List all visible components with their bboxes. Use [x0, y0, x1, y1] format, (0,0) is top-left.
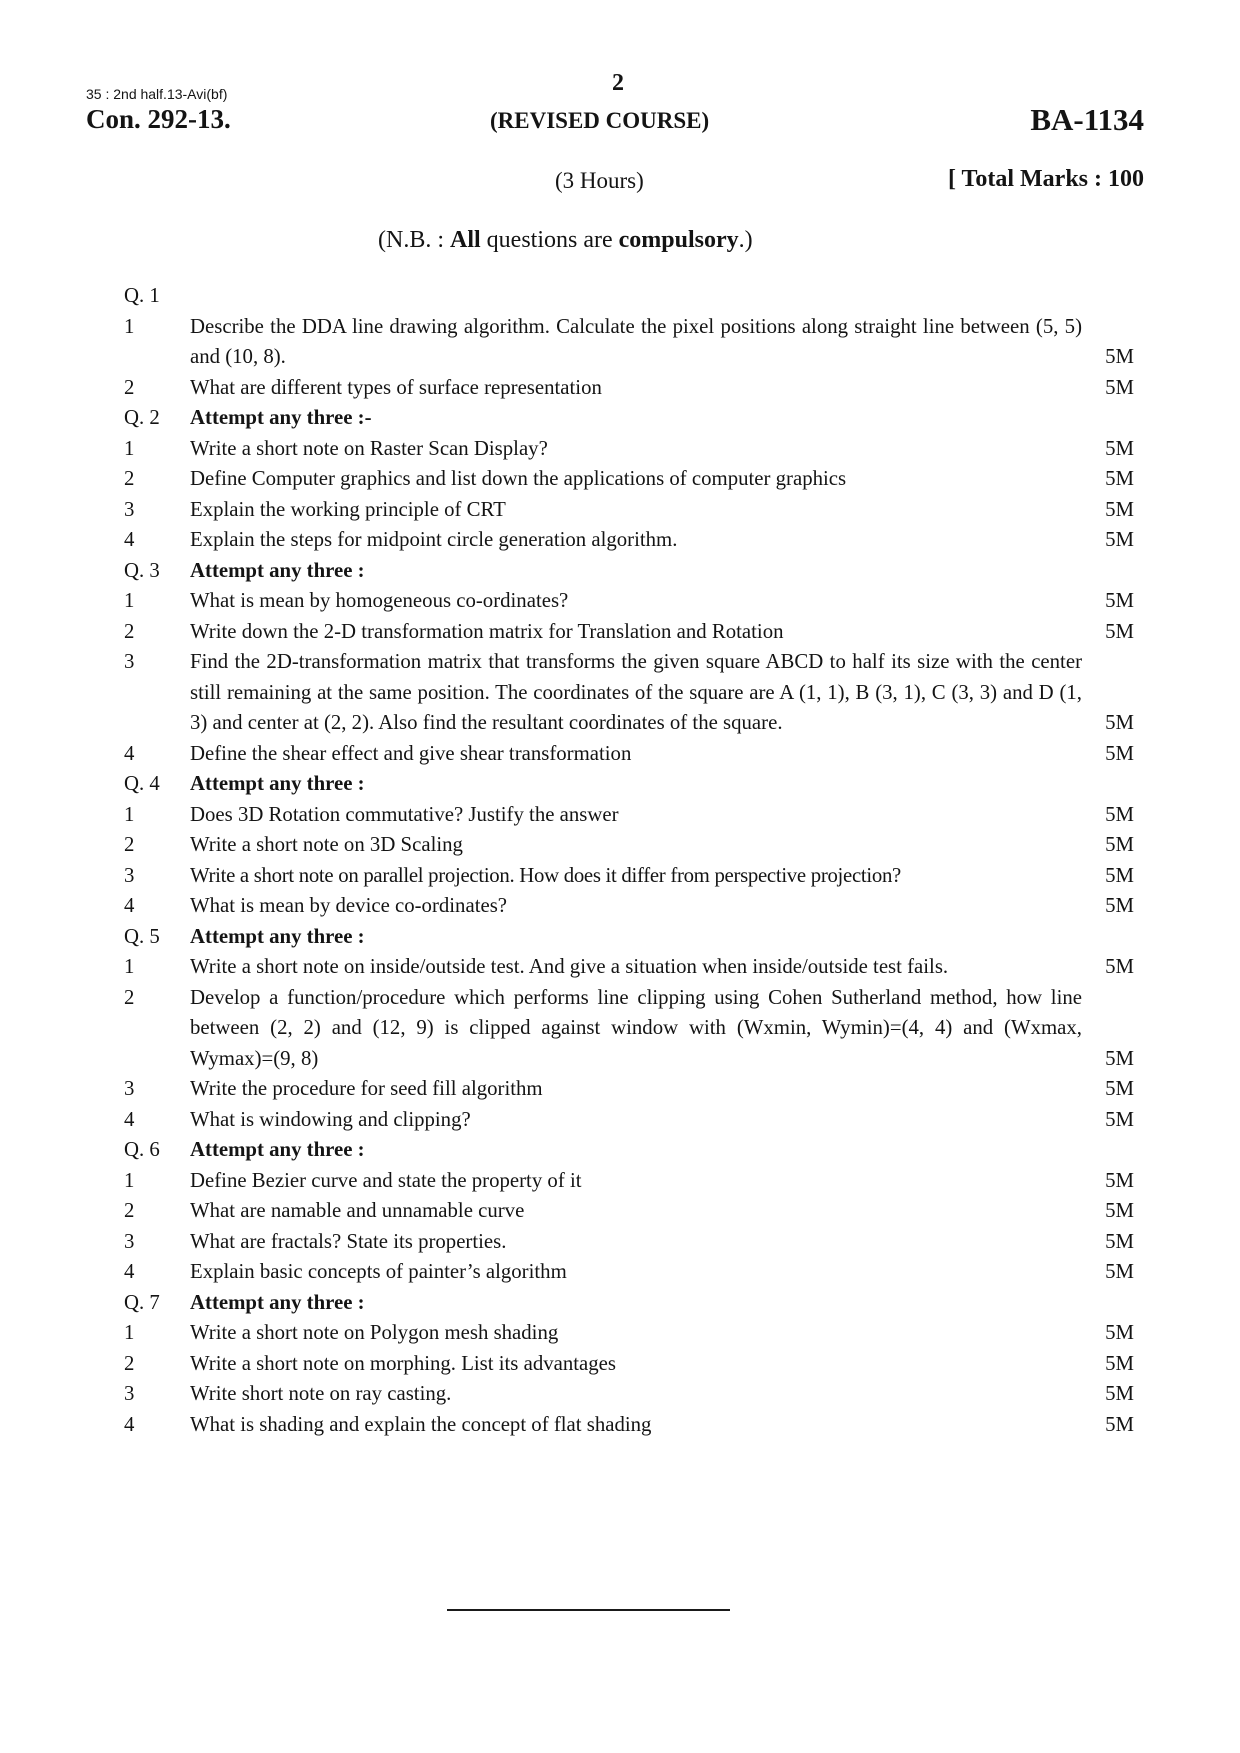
item-text: Does 3D Rotation commutative? Justify the answer	[190, 802, 619, 826]
question-item	[124, 1166, 1134, 1197]
item-marks: 5M	[1105, 497, 1134, 521]
question-instruction: Attempt any three :	[190, 558, 365, 582]
paper-code: BA-1134	[1030, 102, 1144, 137]
nb-all: All	[450, 227, 481, 253]
item-text: Define Bezier curve and state the property of it	[190, 1168, 582, 1192]
question-heading	[124, 403, 1134, 434]
question-item	[124, 525, 1134, 556]
question-item	[124, 1196, 1134, 1227]
item-text: What are different types of surface representation	[190, 375, 602, 399]
item-text: Find the 2D-transformation matrix that transforms the given square ABCD to half its size with the center still remaining at the same position. The coordinates of the square are A (1, 1), B (3, 1), C (3, 3) and D (1, 3) and center at (2, 2). Also find the resultant coordinates of the square.	[190, 650, 1082, 734]
item-marks: 5M	[1105, 863, 1134, 887]
item-marks: 5M	[1105, 345, 1134, 368]
question-item	[124, 800, 1134, 831]
item-number: 3	[124, 497, 135, 521]
item-text: Explain the steps for midpoint circle generation algorithm.	[190, 528, 678, 551]
item-text: Write the procedure for seed fill algorithm	[190, 1077, 543, 1100]
total-marks: [ Total Marks : 100	[947, 166, 1144, 192]
item-text: Write down the 2-D transformation matrix for Translation and Rotation	[190, 619, 784, 643]
item-text: Explain the working principle of CRT	[190, 497, 506, 521]
question-heading	[124, 281, 1134, 312]
item-number: 1	[124, 802, 135, 826]
item-marks: 5M	[1105, 1260, 1134, 1283]
item-number: 1	[124, 436, 135, 460]
question-item	[124, 647, 1134, 739]
question-item	[124, 586, 1134, 617]
end-rule	[447, 1609, 730, 1611]
question-label: Q. 4	[124, 772, 160, 795]
question-item	[124, 617, 1134, 648]
question-heading	[124, 1288, 1134, 1319]
item-marks: 5M	[1105, 1107, 1134, 1131]
question-label: Q. 1	[124, 284, 160, 307]
question-item	[124, 1227, 1134, 1258]
item-text: What is windowing and clipping?	[190, 1107, 471, 1131]
item-marks: 5M	[1105, 619, 1134, 643]
question-item	[124, 952, 1134, 983]
item-number: 2	[124, 375, 135, 399]
item-number: 3	[124, 1382, 135, 1405]
item-number: 1	[124, 314, 135, 338]
item-number: 3	[124, 1229, 135, 1253]
item-text: Write a short note on inside/outside test. And give a situation when inside/outside test fails.	[190, 955, 949, 978]
item-marks: 5M	[1105, 802, 1134, 826]
item-number: 4	[124, 1412, 135, 1436]
item-text: What are fractals? State its properties.	[190, 1229, 507, 1253]
question-label: Q. 3	[124, 558, 160, 582]
item-marks: 5M	[1105, 833, 1134, 856]
item-marks: 5M	[1105, 1199, 1134, 1222]
item-text: Define the shear effect and give shear transformation	[190, 741, 632, 765]
item-marks: 5M	[1105, 589, 1134, 612]
item-marks: 5M	[1105, 1412, 1134, 1436]
item-text: Write a short note on Raster Scan Display?	[190, 436, 548, 460]
item-number: 3	[124, 863, 135, 887]
item-number: 2	[124, 1351, 135, 1375]
question-label: Q. 7	[124, 1290, 160, 1314]
item-number: 1	[124, 955, 135, 978]
item-text: What is mean by device co-ordinates?	[190, 894, 508, 917]
question-item	[124, 1105, 1134, 1136]
item-text: Define Computer graphics and list down the applications of computer graphics	[190, 467, 847, 490]
question-item	[124, 434, 1134, 465]
item-number: 2	[124, 1199, 135, 1222]
item-text: What is mean by homogeneous co-ordinates?	[190, 589, 569, 612]
item-number: 1	[124, 1168, 135, 1192]
item-marks: 5M	[1105, 741, 1134, 765]
item-number: 4	[124, 528, 135, 551]
question-item	[124, 891, 1134, 922]
item-marks: 5M	[1105, 1077, 1134, 1100]
question-item	[124, 1349, 1134, 1380]
course-title: (REVISED COURSE)	[490, 108, 710, 133]
item-marks: 5M	[1105, 955, 1134, 978]
question-item	[124, 1410, 1134, 1441]
question-item	[124, 861, 1134, 892]
item-number: 3	[124, 1077, 135, 1100]
item-marks: 5M	[1105, 1229, 1134, 1253]
question-item	[124, 1318, 1134, 1349]
nb-middle: questions are	[480, 227, 619, 253]
item-text: Write a short note on parallel projection. How does it differ from perspective projection?	[190, 863, 901, 887]
nb-suffix: .)	[738, 227, 753, 253]
item-marks: 5M	[1105, 528, 1134, 551]
item-marks: 5M	[1105, 375, 1134, 399]
question-item	[124, 739, 1134, 770]
item-number: 2	[124, 833, 135, 856]
question-heading	[124, 922, 1134, 953]
item-marks: 5M	[1105, 1351, 1134, 1375]
question-instruction: Attempt any three :	[190, 1290, 365, 1314]
item-text: Write a short note on morphing. List its advantages	[190, 1351, 616, 1375]
item-marks: 5M	[1105, 1382, 1134, 1405]
question-heading	[124, 769, 1134, 800]
con-number: Con. 292-13.	[86, 104, 231, 134]
question-item	[124, 1379, 1134, 1410]
question-instruction: Attempt any three :	[190, 772, 365, 795]
item-text: What are namable and unnamable curve	[190, 1199, 525, 1222]
item-number: 2	[124, 985, 135, 1009]
question-instruction: Attempt any three :	[190, 1138, 365, 1161]
question-item	[124, 373, 1134, 404]
paper-code-line: 35 : 2nd half.13-Avi(bf)	[86, 86, 228, 102]
question-item	[124, 495, 1134, 526]
item-text: Describe the DDA line drawing algorithm. Calculate the pixel positions along straight line between (5, 5) and (10, 8).	[190, 314, 1082, 368]
question-heading	[124, 1135, 1134, 1166]
question-item	[124, 830, 1134, 861]
item-marks: 5M	[1105, 1321, 1134, 1344]
item-marks: 5M	[1105, 467, 1134, 490]
item-marks: 5M	[1105, 711, 1134, 734]
item-number: 4	[124, 894, 135, 917]
instructions-note	[378, 227, 753, 254]
question-item	[124, 464, 1134, 495]
question-label: Q. 5	[124, 924, 160, 948]
item-marks: 5M	[1105, 1168, 1134, 1192]
item-number: 4	[124, 1107, 135, 1131]
question-label: Q. 6	[124, 1138, 160, 1161]
item-text: Write a short note on Polygon mesh shading	[190, 1321, 559, 1344]
item-number: 4	[124, 1260, 135, 1283]
question-item	[124, 312, 1134, 373]
question-list	[124, 281, 1134, 1440]
question-item	[124, 1257, 1134, 1288]
question-item	[124, 1074, 1134, 1105]
item-text: What is shading and explain the concept of flat shading	[190, 1412, 652, 1436]
item-marks: 5M	[1105, 1046, 1134, 1070]
nb-compulsory: compulsory	[618, 227, 739, 253]
item-text: Write a short note on 3D Scaling	[190, 833, 463, 856]
question-instruction: Attempt any three :	[190, 924, 365, 948]
item-text: Develop a function/procedure which performs line clipping using Cohen Sutherland method, how line between (2, 2) and (12, 9) is clipped against window with (Wxmin, Wymin)=(4, 4) and (Wxmax, Wymax)=(9, 8)	[190, 985, 1082, 1070]
exam-duration: (3 Hours)	[555, 168, 644, 193]
nb-prefix: (N.B. :	[378, 227, 450, 253]
item-number: 3	[124, 650, 135, 673]
item-number: 2	[124, 467, 135, 490]
question-instruction: Attempt any three :-	[190, 406, 372, 429]
item-number: 1	[124, 1321, 135, 1344]
item-text: Explain basic concepts of painter’s algorithm	[190, 1260, 567, 1283]
item-marks: 5M	[1105, 436, 1134, 460]
question-label: Q. 2	[124, 406, 160, 429]
item-text: Write short note on ray casting.	[190, 1382, 452, 1405]
question-heading	[124, 556, 1134, 587]
item-marks: 5M	[1105, 894, 1134, 917]
item-number: 4	[124, 741, 135, 765]
page-number: 2	[612, 70, 624, 96]
item-number: 2	[124, 619, 135, 643]
question-item	[124, 983, 1134, 1075]
item-number: 1	[124, 589, 135, 612]
